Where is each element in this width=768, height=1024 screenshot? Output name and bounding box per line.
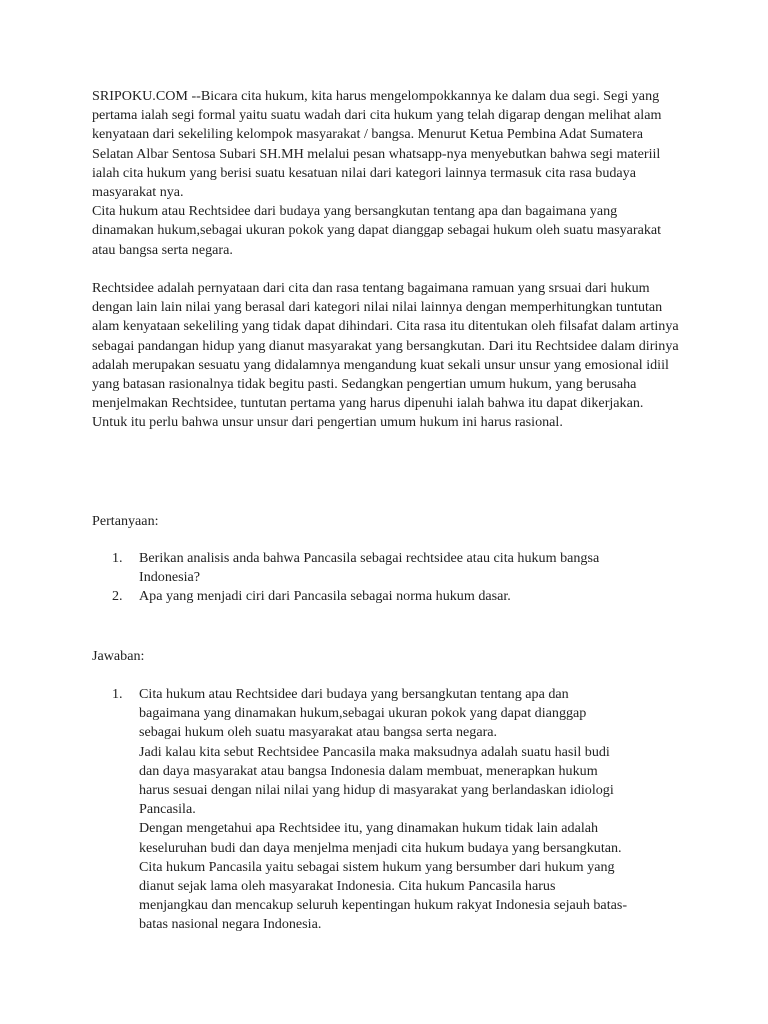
- question-number: 1.: [112, 550, 123, 566]
- question-text-line: Berikan analisis anda bahwa Pancasila sebagai rechtsidee atau cita hukum bangsa: [139, 550, 600, 566]
- answer-item-1: [112, 685, 692, 935]
- intro-paragraph-1: SRIPOKU.COM --Bicara cita hukum, kita harus mengelompokkannya ke dalam dua segi. Segi yang pertama ialah segi formal yaitu suatu wadah dari cita hukum yang telah digarap dengan melihat alam kenyataan dari sekeliling kelompok masyarakat / bangsa. Menurut Ketua Pembina Adat Sumatera Selatan Albar Sentosa Subari SH.MH melalui pesan whatsapp-nya menyebutkan bahwa segi materiil ialah cita hukum yang berisi suatu kesatuan nilai dari kategori lainnya termasuk cita rasa budaya masyarakat nya.: [92, 88, 662, 201]
- answer-text-line: harus sesuai dengan nilai nilai yang hidup di masyarakat yang berlandaskan idiologi: [139, 782, 614, 799]
- answer-text-line: dianut sejak lama oleh masyarakat Indonesia. Cita hukum Pancasila harus: [139, 878, 556, 895]
- answer-text-line: Pancasila.: [139, 801, 196, 818]
- question-item-1: [112, 549, 692, 587]
- answer-text-line: keseluruhan budi dan daya menjelma menjadi cita hukum budaya yang bersangkutan.: [139, 839, 622, 856]
- question-text-line: Apa yang menjadi ciri dari Pancasila sebagai norma hukum dasar.: [139, 588, 511, 605]
- question-number: 2.: [112, 588, 123, 605]
- answer-number: 1.: [112, 686, 123, 702]
- intro-section: [92, 87, 682, 433]
- answer-text-line: Cita hukum atau Rechtsidee dari budaya yang bersangkutan tentang apa dan: [139, 686, 569, 702]
- answer-text-line: Jadi kalau kita sebut Rechtsidee Pancasila maka maksudnya adalah suatu hasil budi: [139, 743, 610, 760]
- answer-text-line: menjangkau dan mencakup seluruh kepentingan hukum rakyat Indonesia sejauh batas-: [139, 897, 628, 914]
- question-text-line: Indonesia?: [139, 569, 201, 586]
- answer-text-line: sebagai hukum oleh suatu masyarakat atau bangsa serta negara.: [139, 724, 498, 741]
- answer-text-line: dan daya masyarakat atau bangsa Indonesia dalam membuat, menerapkan hukum: [139, 762, 598, 779]
- answer-text-line: bagaimana yang dinamakan hukum,sebagai ukuran pokok yang dapat dianggap: [139, 705, 587, 722]
- answers-heading: Jawaban:: [92, 648, 145, 664]
- paragraph-spacer: [92, 260, 682, 279]
- questions-heading: Pertanyaan:: [92, 513, 159, 529]
- question-item-2: [112, 587, 692, 606]
- answer-text-line: Dengan mengetahui apa Rechtsidee itu, yang dinamakan hukum tidak lain adalah: [139, 820, 599, 837]
- intro-paragraph-3: Rechtsidee adalah pernyataan dari cita dan rasa tentang bagaimana ramuan yang srsuai dari hukum dengan lain lain nilai yang berasal dari kategori nilai nilai lainnya dengan memperhitungkan tuntutan alam kenyataan sekeliling yang tidak dapat dihindari. Cita rasa itu ditentukan oleh filsafat dalam artinya sebagai pandangan hidup yang dianut masyarakat yang bersangkutan. Dari itu Rechtsidee dalam dirinya adalah merupakan sesuatu yang didalamnya mengandung kuat sekali unsur unsur yang emosional idiil yang batasan rasionalnya tidak begitu pasti. Sedangkan pengertian umum hukum, yang berusaha menjelmakan Rechtsidee, tuntutan pertama yang harus dipenuhi ialah bahwa itu dapat dikerjakan. Untuk itu perlu bahwa unsur unsur dari pengertian umum hukum ini harus rasional.: [92, 280, 679, 431]
- answer-text-line: Cita hukum Pancasila yaitu sebagai sistem hukum yang bersumber dari hukum yang: [139, 858, 615, 875]
- answer-text-line: batas nasional negara Indonesia.: [139, 916, 322, 933]
- intro-paragraph-2: Cita hukum atau Rechtsidee dari budaya yang bersangkutan tentang apa dan bagaimana yang dinamakan hukum,sebagai ukuran pokok yang dapat dianggap sebagai hukum oleh suatu masyarakat atau bangsa serta negara.: [92, 203, 662, 258]
- answers-list: [112, 685, 692, 935]
- questions-list: [112, 549, 692, 607]
